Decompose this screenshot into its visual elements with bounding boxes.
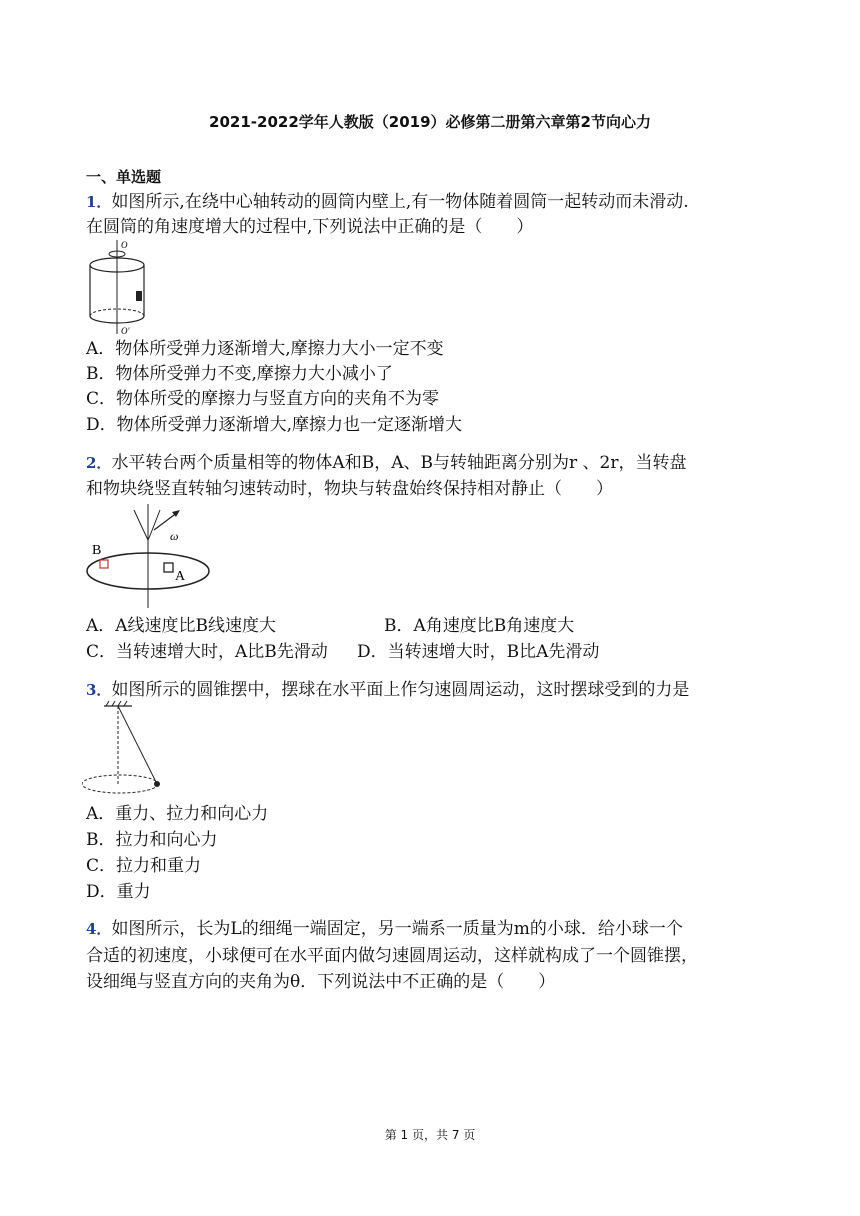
label-a: A <box>175 569 186 584</box>
axis-label-bottom: O′ <box>121 326 130 336</box>
question-1-text-1: 如图所示,在绕中心轴转动的圆筒内壁上,有一物体随着圆筒一起转动而未滑动. <box>111 192 689 212</box>
axis-label-top: O <box>121 240 128 250</box>
q3-option-a: A．重力、拉力和向心力 <box>86 804 269 824</box>
question-1-line-1 <box>86 190 689 214</box>
block-on-wall <box>136 291 142 301</box>
page-title: 2021-2022学年人教版（2019）必修第二册第六章第2节向心力 <box>209 113 651 131</box>
question-3-line-1 <box>86 678 689 702</box>
page-footer: 第 1 页，共 7 页 <box>384 1128 476 1142</box>
q2-option-c: C．当转速增大时，A比B先滑动 <box>86 642 328 662</box>
question-4-line-3: 设细绳与竖直方向的夹角为θ．下列说法中不正确的是（ ） <box>86 972 556 992</box>
question-1-number: 1． <box>86 193 112 211</box>
label-b: B <box>92 543 102 558</box>
pendulum-ball <box>154 781 160 787</box>
question-4-line-1 <box>86 917 683 941</box>
conical-pendulum-figure <box>82 700 166 800</box>
q3-option-b: B．拉力和向心力 <box>86 830 218 850</box>
block-b <box>100 560 108 568</box>
question-2-line-1 <box>86 451 686 475</box>
question-4-text-1: 如图所示，长为L的细绳一端固定，另一端系一质量为m的小球．给小球一个 <box>111 919 683 939</box>
q2-option-a: A．A线速度比B线速度大 <box>86 616 277 636</box>
question-1-line-2: 在圆筒的角速度增大的过程中,下列说法中正确的是（ ） <box>86 217 534 237</box>
question-3-text-1: 如图所示的圆锥摆中，摆球在水平面上作匀速圆周运动，这时摆球受到的力是 <box>111 680 690 700</box>
q3-option-d: D．重力 <box>86 882 151 902</box>
question-4-line-2: 合适的初速度，小球便可在水平面内做匀速圆周运动，这样就构成了一个圆锥摆， <box>86 946 698 966</box>
omega-label: ω <box>170 529 179 543</box>
q3-option-c: C．拉力和重力 <box>86 856 202 876</box>
question-2-number: 2． <box>86 454 112 472</box>
q2-option-b: B．A角速度比B角速度大 <box>384 616 575 636</box>
question-2-line-2: 和物块绕竖直转轴匀速转动时，物块与转盘始终保持相对静止（ ） <box>86 479 613 499</box>
cylinder-figure <box>84 238 154 336</box>
question-3-number: 3． <box>86 681 112 699</box>
section-heading: 一、单选题 <box>86 168 162 186</box>
q1-option-b: B．物体所受弹力不变,摩擦力大小减小了 <box>86 364 393 384</box>
question-2-text-1: 水平转台两个质量相等的物体A和B，A、B与转轴距离分别为r 、2r，当转盘 <box>111 453 687 473</box>
q1-option-a: A．物体所受弹力逐渐增大,摩擦力大小一定不变 <box>86 339 444 359</box>
q1-option-c: C．物体所受的摩擦力与竖直方向的夹角不为零 <box>86 389 440 409</box>
turntable-figure <box>84 500 216 610</box>
q2-option-d: D．当转速增大时，B比A先滑动 <box>357 642 600 662</box>
question-4-number: 4． <box>86 920 112 938</box>
block-a <box>164 563 173 572</box>
q1-option-d: D．物体所受弹力逐渐增大,摩擦力也一定逐渐增大 <box>86 415 463 435</box>
